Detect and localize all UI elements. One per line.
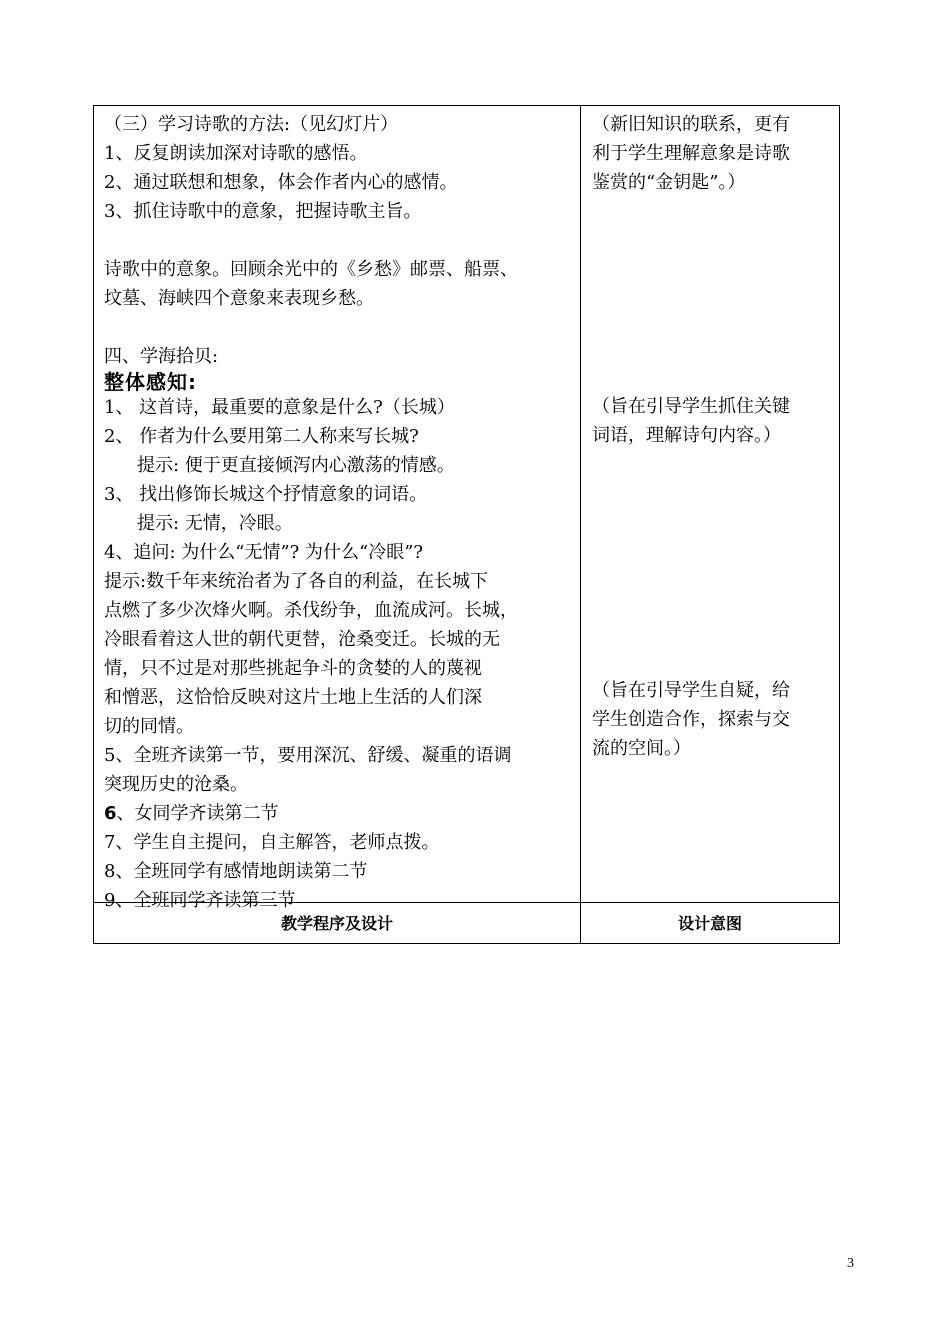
question-4: 4、追问: 为什么“无情”? 为什么“冷眼”?: [104, 542, 424, 563]
overall-perception-heading: 整体感知:: [104, 370, 197, 394]
section-four-heading: 四、学海拾贝:: [104, 346, 219, 367]
question-4-hint-line: 点燃了多少次烽火啊。杀伐纷争，血流成河。长城，: [104, 600, 518, 621]
question-4-hint-line: 切的同情。: [104, 716, 194, 737]
step-9: 9、全班同学齐读第三节: [104, 890, 296, 911]
method-heading: （三）学习诗歌的方法:（见幻灯片）: [104, 114, 399, 135]
step-8: 8、全班同学有感情地朗读第二节: [104, 861, 368, 882]
page-number: 3: [847, 1256, 854, 1271]
method-item: 1、反复朗读加深对诗歌的感悟。: [104, 143, 368, 164]
step-6: [104, 799, 574, 828]
footer-teaching-procedure-label: 教学程序及设计: [280, 914, 393, 933]
design-note-line: 鉴赏的“金钥匙”。）: [592, 172, 746, 193]
lesson-plan-table: [93, 105, 840, 944]
question-4-hint-line: 和憎恶，这恰恰反映对这片土地上生活的人们深: [104, 687, 482, 708]
question-2-hint: 提示: 便于更直接倾泻内心激荡的情感。: [137, 455, 455, 476]
design-note-line: （新旧知识的联系，更有: [592, 114, 790, 135]
step-5-line: 5、全班齐读第一节，要用深沉、舒缓、凝重的语调: [104, 745, 512, 766]
question-3-hint: 提示: 无情，冷眼。: [137, 513, 293, 534]
question-3: 3、 找出修饰长城这个抒情意象的词语。: [104, 484, 428, 505]
design-note-1: [592, 110, 834, 197]
question-2: 2、 作者为什么要用第二人称来写长城?: [104, 426, 419, 447]
design-note-line: 学生创造合作，探索与交: [592, 709, 790, 730]
design-note-line: 词语，理解诗句内容。）: [592, 425, 781, 446]
step-7: 7、学生自主提问，自主解答，老师点拨。: [104, 832, 440, 853]
design-note-line: （旨在引导学生抓住关键: [592, 396, 790, 417]
method-item: 3、抓住诗歌中的意象，把握诗歌主旨。: [104, 201, 422, 222]
question-4-hint-line: 情，只不过是对那些挑起争斗的贪婪的人的蔑视: [104, 658, 482, 679]
question-4-hint-line: 提示:数千年来统治者为了各自的利益，在长城下: [104, 571, 489, 592]
design-note-line: 利于学生理解意象是诗歌: [592, 143, 790, 164]
step-6-number: 6: [104, 803, 117, 824]
question-1: 1、 这首诗，最重要的意象是什么?（长城）: [104, 397, 455, 418]
design-note-3: [592, 676, 834, 763]
column-divider: [580, 106, 581, 943]
step-6-text: 、女同学齐读第二节: [116, 803, 279, 824]
design-note-2: [592, 392, 834, 450]
design-note-line: 流的空间。）: [592, 738, 691, 759]
question-4-hint-line: 冷眼看着这人世的朝代更替，沧桑变迁。长城的无: [104, 629, 500, 650]
imagery-paragraph-line: 坟墓、海峡四个意象来表现乡愁。: [104, 288, 374, 309]
step-5-line: 突现历史的沧桑。: [104, 774, 248, 795]
method-item: 2、通过联想和想象，体会作者内心的感情。: [104, 172, 458, 193]
design-note-line: （旨在引导学生自疑，给: [592, 680, 790, 701]
imagery-paragraph-line: 诗歌中的意象。回顾余光中的《乡愁》邮票、船票、: [104, 259, 518, 280]
teaching-procedure-cell: [104, 110, 574, 915]
footer-design-intent-label: 设计意图: [677, 914, 742, 933]
